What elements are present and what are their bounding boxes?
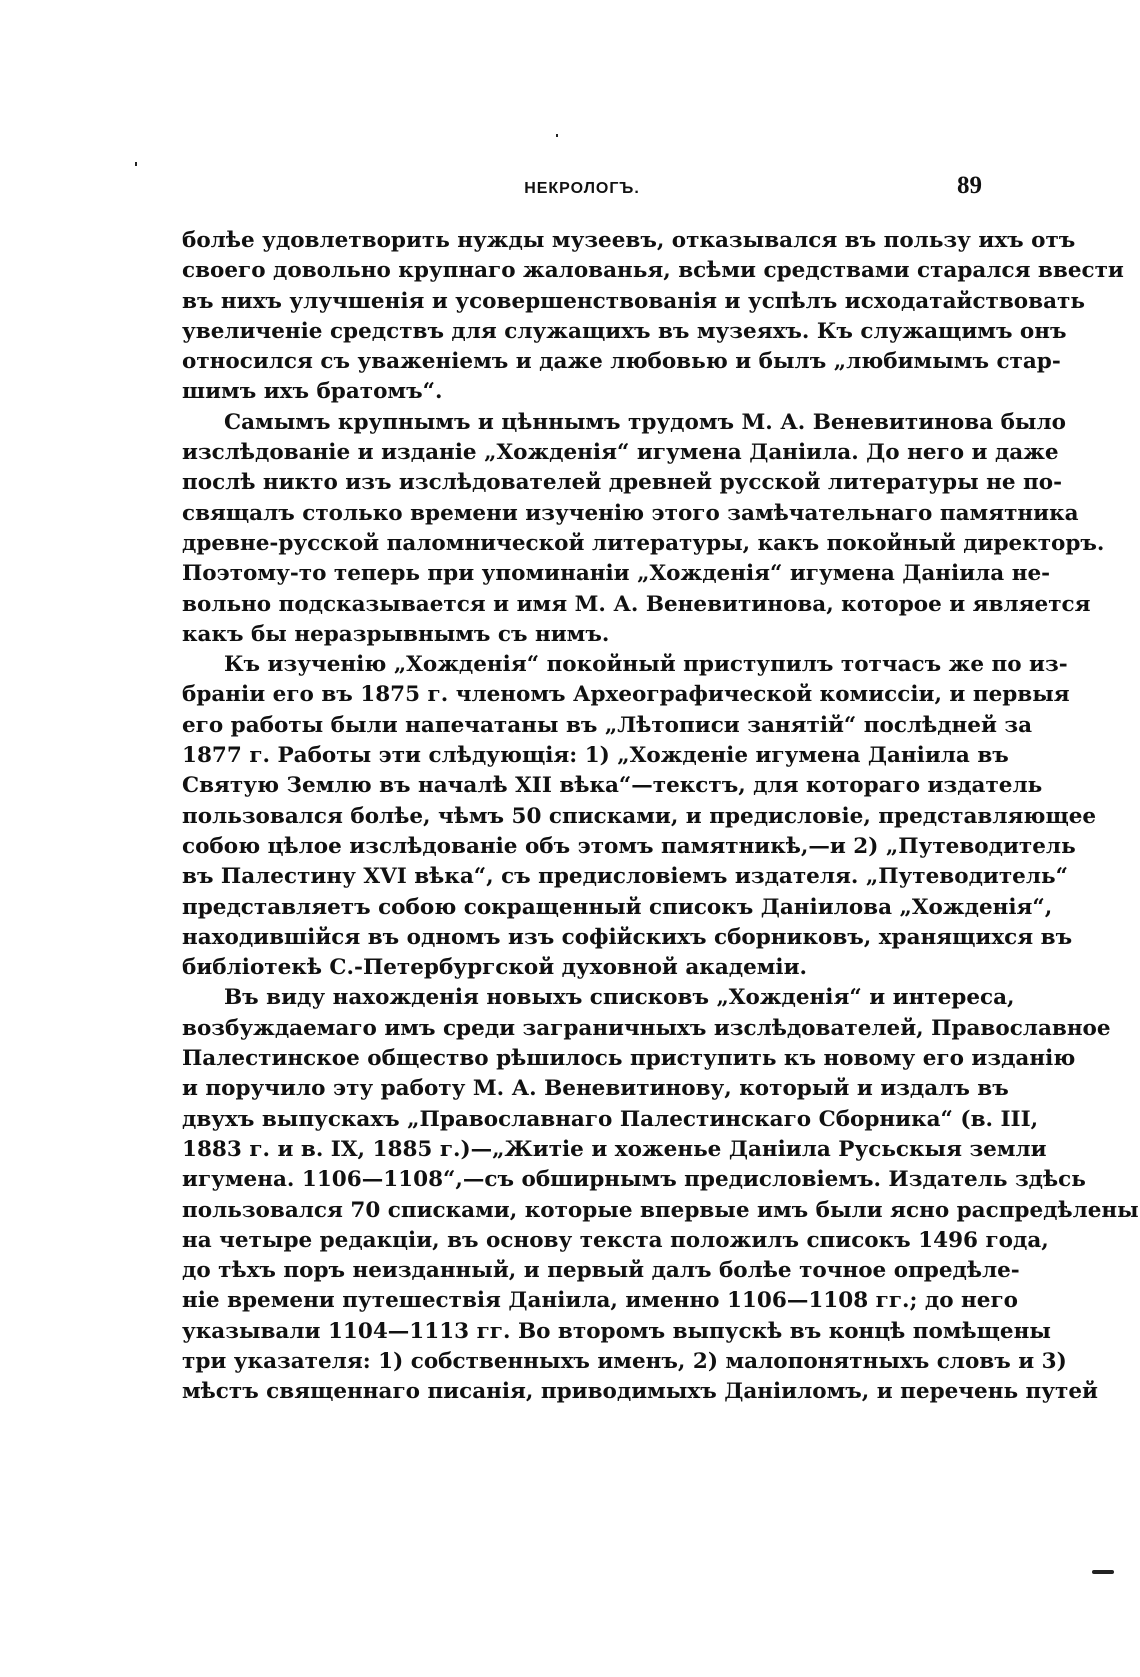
text-line: указывали 1104—1113 гг. Во второмъ выпускѣ въ концѣ помѣщены — [182, 1318, 1051, 1344]
text-line: находившійся въ одномъ изъ софійскихъ сборниковъ, хранящихся въ — [182, 924, 1073, 950]
text-line: какъ бы неразрывнымъ съ нимъ. — [182, 621, 610, 647]
text-line: свящалъ столько времени изученію этого замѣчательнаго памятника — [182, 500, 1079, 526]
paragraph-start-line: Въ виду нахожденія новыхъ списковъ „Хожденія“ и интереса, — [224, 985, 1015, 1011]
running-title: НЕКРОЛОГЪ. — [524, 180, 640, 197]
text-line: пользовался болѣе, чѣмъ 50 списками, и предисловіе, представляющее — [182, 803, 1097, 829]
text-line: изслѣдованіе и изданіе „Хожденія“ игумена Даніила. До него и даже — [182, 440, 1059, 466]
text-line: ніе времени путешествія Даніила, именно 1106—1108 гг.; до него — [182, 1288, 1018, 1314]
text-line: увеличеніе средствъ для служащихъ въ музеяхъ. Къ служащимъ онъ — [182, 318, 1067, 344]
text-line: собою цѣлое изслѣдованіе объ этомъ памятникѣ,—и 2) „Путеводитель — [182, 833, 1076, 859]
text-line: двухъ выпускахъ „Православнаго Палестинскаго Сборника“ (в. III, — [182, 1106, 1039, 1132]
text-line: Палестинское общество рѣшилось приступить къ новому его изданію — [182, 1046, 1076, 1072]
body-text — [182, 226, 1139, 1408]
page-number: 89 — [957, 172, 982, 199]
text-line: своего довольно крупнаго жалованья, всѣми средствами старался ввести — [182, 258, 1124, 284]
text-line: въ Палестину XVI вѣка“, съ предисловіемъ издателя. „Путеводитель“ — [182, 864, 1068, 890]
text-line: до тѣхъ поръ неизданный, и первый далъ болѣе точное опредѣле- — [182, 1258, 1020, 1284]
text-line: древне-русской паломнической литературы, какъ покойный директоръ. — [182, 530, 1105, 556]
text-line: библіотекѣ С.-Петербургской духовной академіи. — [182, 955, 808, 981]
text-line: браніи его въ 1875 г. членомъ Археографической комиссіи, и первыя — [182, 682, 1070, 708]
text-line: Поэтому-то теперь при упоминаніи „Хожденія“ игумена Даніила не- — [182, 561, 1051, 587]
scan-speck — [1092, 1570, 1114, 1574]
scan-speck — [135, 162, 137, 166]
text-line: въ нихъ улучшенія и усовершенствованія и успѣлъ исходатайствовать — [182, 288, 1085, 314]
text-line: вольно подсказывается и имя М. А. Веневитинова, которое и является — [182, 591, 1091, 617]
text-line: пользовался 70 списками, которые впервые имъ были ясно распредѣлены — [182, 1197, 1139, 1223]
text-line: его работы были напечатаны въ „Лѣтописи занятій“ послѣдней за — [182, 712, 1033, 738]
text-line: мѣстъ священнаго писанія, приводимыхъ Даніиломъ, и перечень путей — [182, 1379, 1098, 1405]
text-line: игумена. 1106—1108“,—съ обширнымъ предисловіемъ. Издатель здѣсь — [182, 1167, 1086, 1193]
text-line: Святую Землю въ началѣ XII вѣка“—текстъ, для котораго издатель — [182, 773, 1043, 799]
text-line: шимъ ихъ братомъ“. — [182, 379, 443, 405]
text-line: три указателя: 1) собственныхъ именъ, 2) малопонятныхъ словъ и 3) — [182, 1348, 1067, 1374]
paragraph-start-line: Къ изученію „Хожденія“ покойный приступилъ тотчасъ же по из- — [224, 652, 1068, 678]
text-line: 1877 г. Работы эти слѣдующія: 1) „Хожденіе игумена Даніила въ — [182, 743, 1009, 769]
paragraph-start-line: Самымъ крупнымъ и цѣннымъ трудомъ М. А. Веневитинова было — [224, 409, 1066, 435]
text-line: представляетъ собою сокращенный списокъ Даніилова „Хожденія“, — [182, 894, 1053, 920]
text-line: 1883 г. и в. IX, 1885 г.)—„Житіе и хоженье Даніила Русьскыя земли — [182, 1136, 1047, 1162]
text-line: болѣе удовлетворить нужды музеевъ, отказывался въ пользу ихъ отъ — [182, 228, 1076, 253]
text-line: послѣ никто изъ изслѣдователей древней русской литературы не по- — [182, 470, 1063, 496]
text-line: и поручило эту работу М. А. Веневитинову, который и издалъ въ — [182, 1076, 1009, 1102]
text-line: на четыре редакціи, въ основу текста положилъ списокъ 1496 года, — [182, 1227, 1049, 1253]
text-line: возбуждаемаго имъ среди заграничныхъ изслѣдователей, Православное — [182, 1015, 1111, 1041]
text-line: относился съ уваженіемъ и даже любовью и былъ „любимымъ стар- — [182, 349, 1061, 375]
scan-speck — [556, 134, 558, 137]
running-head — [182, 172, 982, 208]
